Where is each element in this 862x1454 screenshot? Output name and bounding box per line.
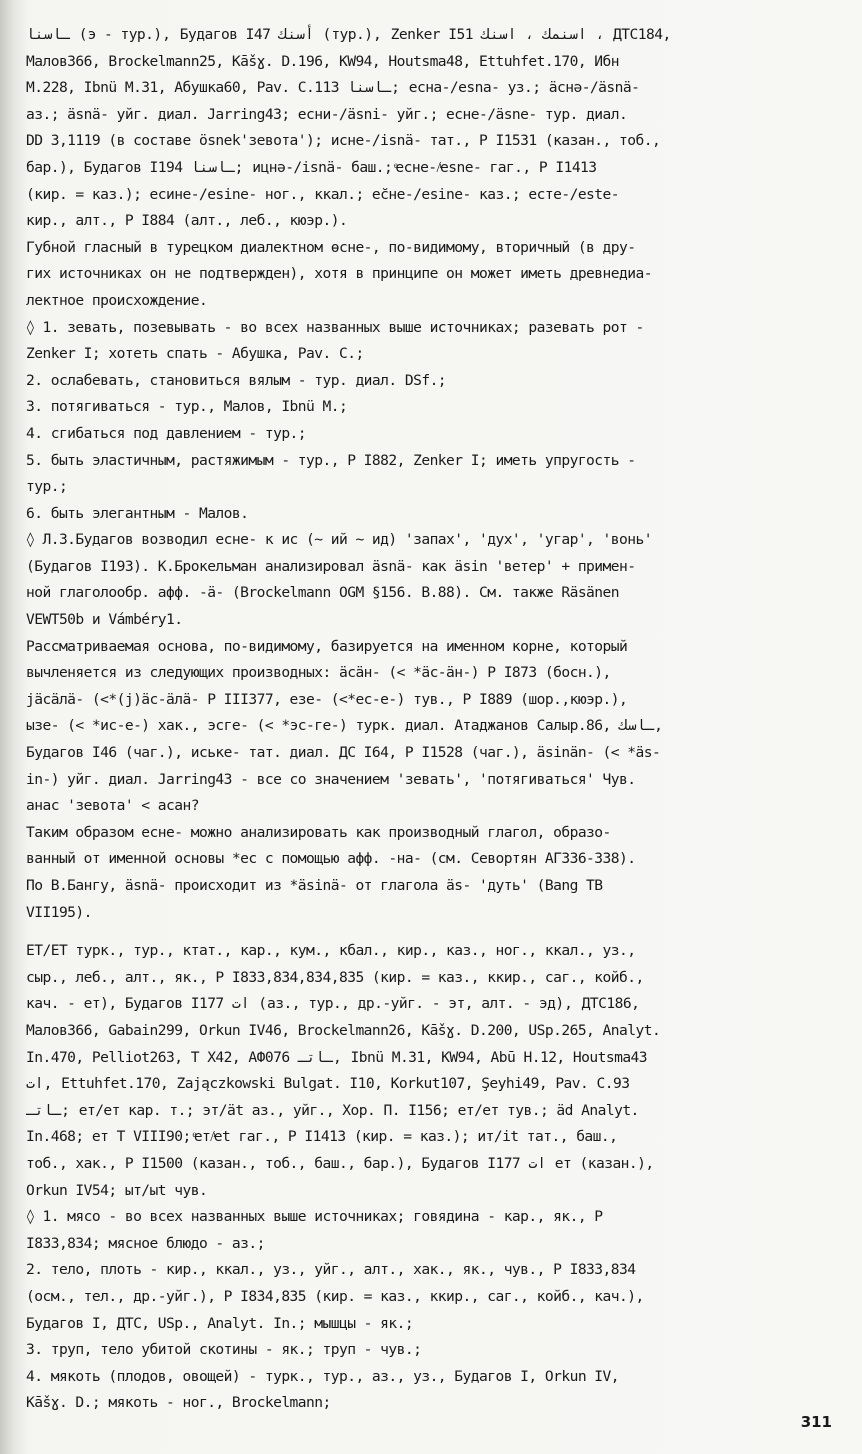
text-line: аз.; äsnä- уйг. диал. Jarring43; есни-/äsni- уйг.; есне-/äsne- тур. диал.: [26, 105, 628, 123]
text-line: 4. мякоть (плодов, овощей) - турк., тур., аз., уз., Будагов I, Orkun IV,: [26, 1367, 620, 1385]
text-line: Малов366, Brockelmann25, Kāšɣ. D.196, KW94, Houtsma48, Ettuhfet.170, Ибн: [26, 52, 620, 70]
text-line: ЕТ/ЕТ турк., тур., ктат., кар., кум., кбал., кир., каз., ног., ккал., уз.,: [26, 942, 636, 960]
text-line: кир., алт., P I884 (алт., леб., кюэр.).: [26, 212, 348, 230]
text-line: вычленяется из следующих производных: äсäн- (< *äс-äн-) P I873 (босн.),: [26, 664, 611, 682]
text-line: ات, Ettuhfet.170, Zajączkowski Bulgat. I10, Korkut107, Şeyhi49, Pav. C.93: [26, 1075, 630, 1093]
text-line: По В.Бангу, äsnä- происходит из *äsinä- от глагола äs- 'дуть' (Bang TB: [26, 877, 603, 894]
text-line: VEWT50b и Vámbéry1.: [26, 611, 183, 629]
text-line: кач. - ет), Будагов I177 ات (аз., тур., др.-уйг. - эт, алт. - эд), ДТС186,: [26, 995, 640, 1013]
text-line: Таким образом есне- можно анализировать как производный глагол, образо-: [26, 823, 611, 841]
text-line: VII195).: [26, 903, 92, 921]
text-line: лектное происхождение.: [26, 291, 208, 309]
text-line: 6. быть элегантным - Малов.: [26, 504, 249, 522]
text-line: 3. труп, тело убитой скотины - як.; труп - чув.;: [26, 1341, 422, 1359]
text-line: DD 3,1119 (в составе ösnek'зевота'); исне-/isnä- тат., P I1531 (казан., тоб.,: [26, 132, 661, 150]
text-line: Orkun IV54; ыт/ыt чув.: [26, 1181, 208, 1199]
text-line: In.468; ет T VIII90; ͤет/ͥet гаг., P I1413 (кир. = каз.); ит/it тат., баш.,: [26, 1128, 618, 1146]
text-line: Будагов I46 (чаг.), иське- тат. диал. ДС I64, P I1528 (чаг.), äsinän- (< *äs-: [26, 744, 661, 762]
text-line: ызе- (< *ис-е-) хак., эсге- (< *эс-ге-) турк. диал. Атаджанов Салыр.86, ـاسك,: [26, 717, 663, 735]
text-line: M.228, Ibnü M.31, Абушка60, Pav. C.113 ـاسنا; есна-/esna- уз.; äснә-/äsnä-: [26, 79, 640, 97]
text-line: Губной гласный в турецком диалектном өсне-, по-видимому, вторичный (в дру-: [26, 238, 636, 256]
text-line: 2. ослабевать, становиться вялым - тур. диал. DSf.;: [26, 371, 447, 389]
text-line: тур.;: [26, 478, 68, 496]
text-line: ـاسنا (э - тур.), Будагов I47 أسنك (тур.), Zenker I51 اسنمك ، اسنك ، ДТС184,: [26, 26, 671, 43]
text-line: 3. потягиваться - тур., Малов, Ibnü M.;: [26, 398, 348, 416]
text-line: ной глаголообр. афф. -ä- (Brockelmann OGM §156. В.88). См. также Räsänen: [26, 584, 620, 602]
text-line: Малов366, Gabain299, Orkun IV46, Brockelmann26, Kāšɣ. D.200, USp.265, Analyt.: [26, 1021, 661, 1039]
text-line: (осм., тел., др.-уйг.), P I834,835 (кир. = каз., ккир., саг., койб., кач.),: [26, 1287, 644, 1305]
text-line: Kāšɣ. D.; мякоть - ног., Brockelmann;: [26, 1394, 331, 1412]
text-line: ◊ 1. мясо - во всех названных выше источниках; говядина - кар., як., P: [26, 1208, 603, 1226]
text-line: 5. быть эластичным, растяжимым - тур., P I882, Zenker I; иметь упругость -: [26, 451, 636, 469]
text-line: сыр., леб., алт., як., P I833,834,834,835 (кир. = каз., ккир., саг., койб.,: [26, 968, 644, 986]
text-line: гих источниках он не подтвержден), хотя в принципе он может иметь древнедиа-: [26, 265, 652, 283]
text-line: Будагов I, ДТС, USp., Analyt. In.; мышцы - як.;: [26, 1314, 414, 1332]
text-line: (Будагов I193). К.Брокельман анализировал äsnä- как äsin 'ветер' + примен-: [26, 557, 636, 575]
text-line: Рассматриваемая основа, по-видимому, базируется на именном корне, который: [26, 637, 628, 655]
text-line: ◊ 1. зевать, позевывать - во всех названных выше источниках; разевать рот -: [26, 318, 644, 336]
text-line: (кир. = каз.); есине-/esine- ног., ккал.; ес̆не-/esi̇ne- каз.; есте-/este-: [26, 185, 620, 203]
text-line: ◊ Л.З.Будагов возводил есне- к ис (~ ий ~ ид) 'запах', 'дух', 'угар', 'вонь': [26, 531, 652, 549]
entry-separator: [26, 926, 846, 938]
text-line: in-) уйг. диал. Jarring43 - все со значением 'зевать', 'потягиваться' Чув.: [26, 770, 636, 788]
text-line: ванный от именной основы *ес с помощью афф. -на- (см. Севортян АГ336-338).: [26, 850, 636, 868]
text-line: 4. сгибаться под давлением - тур.;: [26, 424, 307, 442]
text-line: тоб., хак., P I1500 (казан., тоб., баш., бар.), Будагов I177 ات ет (казан.),: [26, 1154, 654, 1172]
page-number: 311: [800, 1413, 832, 1431]
text-line: бар.), Будагов I194 ـاسنا; ицнә-/isnä- баш.; ͤесне-/ͥesne- гаг., P I1413: [26, 158, 597, 176]
text-line: In.470, Pelliot263, T X42, АФ076 ـاتـ, Ibnü M.31, KW94, Abū H.12, Houtsma43: [26, 1048, 648, 1066]
text-line: I833,834; мясное блюдо - аз.;: [26, 1234, 265, 1252]
dictionary-body-text: [26, 22, 846, 1417]
text-line: ـاتـ; ет/ет кар. т.; эт/ät аз., уйг., Хор. П. I156; ет/ет тув.; äd Analyt.: [26, 1101, 639, 1119]
text-line: Zenker I; хотеть спать - Абушка, Pav. C.;: [26, 345, 364, 363]
text-line: анас 'зевота' < асан?: [26, 797, 199, 815]
text-line: 2. тело, плоть - кир., ккал., уз., уйг., алт., хак., як., чув., P I833,834: [26, 1261, 636, 1279]
text-line: јäсäлä- (<*(ј)äс-äлä- P III377, езе- (<*ес-е-) тув., P I889 (шор.,кюэр.),: [26, 690, 628, 708]
